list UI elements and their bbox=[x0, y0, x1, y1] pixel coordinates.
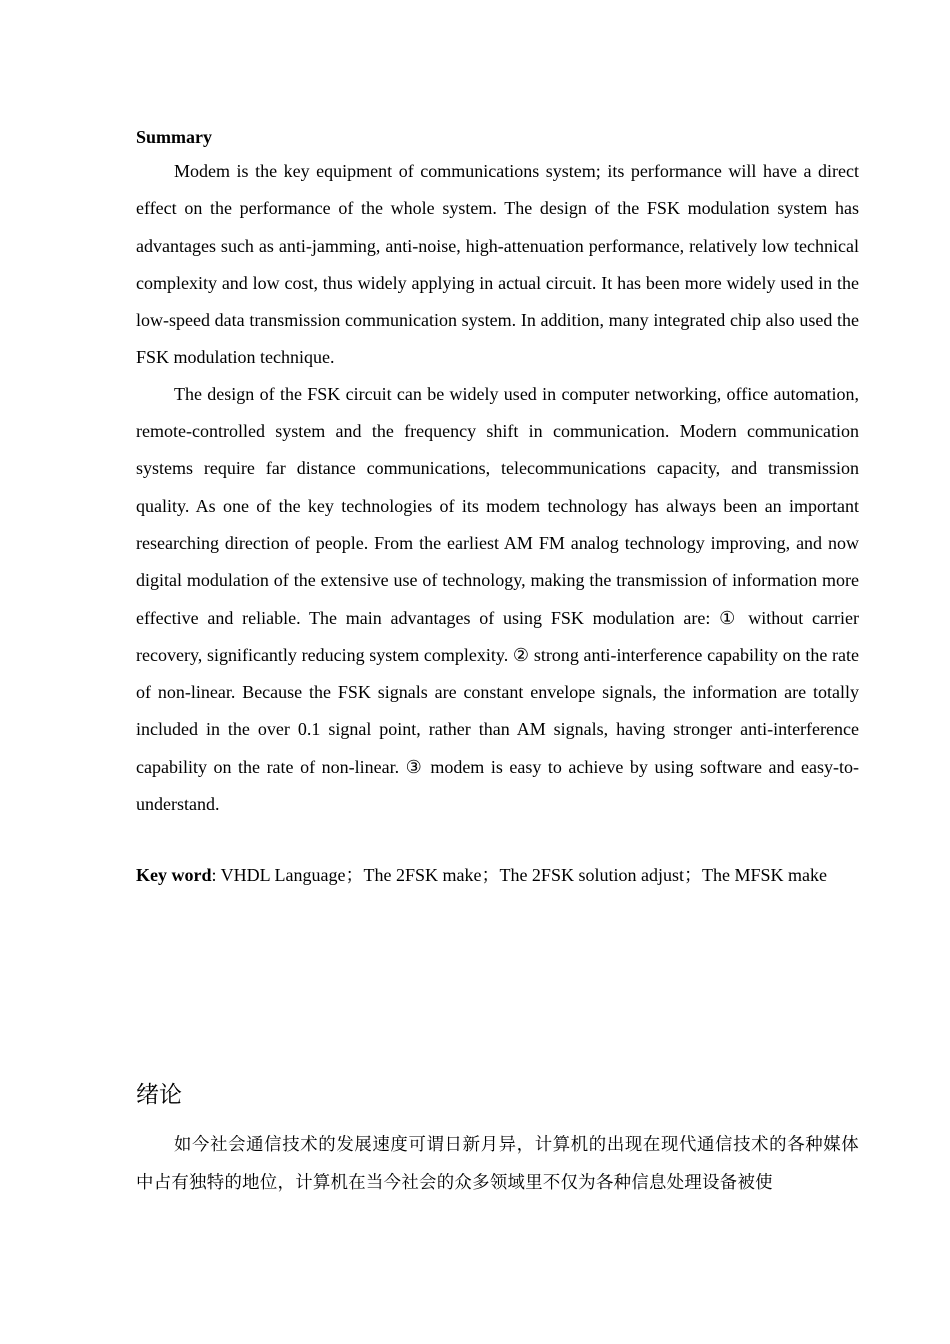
summary-heading: Summary bbox=[136, 127, 212, 147]
summary-body bbox=[136, 153, 859, 823]
introduction-heading: 绪论 bbox=[136, 1082, 182, 1108]
keywords-text: : VHDL Language；The 2FSK make；The 2FSK solution adjust；The MFSK make bbox=[211, 865, 827, 885]
introduction-body bbox=[136, 1127, 859, 1202]
introduction-paragraph-1: 如今社会通信技术的发展速度可谓日新月异，计算机的出现在现代通信技术的各种媒体中占有独特的地位，计算机在当今社会的众多领域里不仅为各种信息处理设备被使 bbox=[136, 1135, 859, 1193]
keywords-line bbox=[136, 863, 876, 887]
summary-paragraph-1: Modem is the key equipment of communications system; its performance will have a direct effect on the performance of the whole system. The design of the FSK modulation system has advantages such as anti-jamming, anti-noise, high-attenuation performance, relatively low technical complexity and low cost, thus widely applying in actual circuit. It has been more widely used in the low-speed data transmission communication system. In addition, many integrated chip also used the FSK modulation technique. bbox=[136, 161, 859, 368]
summary-paragraph-2: The design of the FSK circuit can be widely used in computer networking, office automation, remote-controlled system and the frequency shift in communication. Modern communication systems require far distance communications, telecommunications capacity, and transmission quality. As one of the key technologies of its modem technology has always been an important researching direction of people. From the earliest AM FM analog technology improving, and now digital modulation of the extensive use of technology, making the transmission of information more effective and reliable. The main advantages of using FSK modulation are: ① without carrier recovery, significantly reducing system complexity. ② strong anti-interference capability on the rate of non-linear. Because the FSK signals are constant envelope signals, the information are totally included in the over 0.1 signal point, rather than AM signals, having stronger anti-interference capability on the rate of non-linear. ③ modem is easy to achieve by using software and easy-to-understand. bbox=[136, 383, 859, 815]
keywords-label: Key word bbox=[136, 865, 212, 885]
